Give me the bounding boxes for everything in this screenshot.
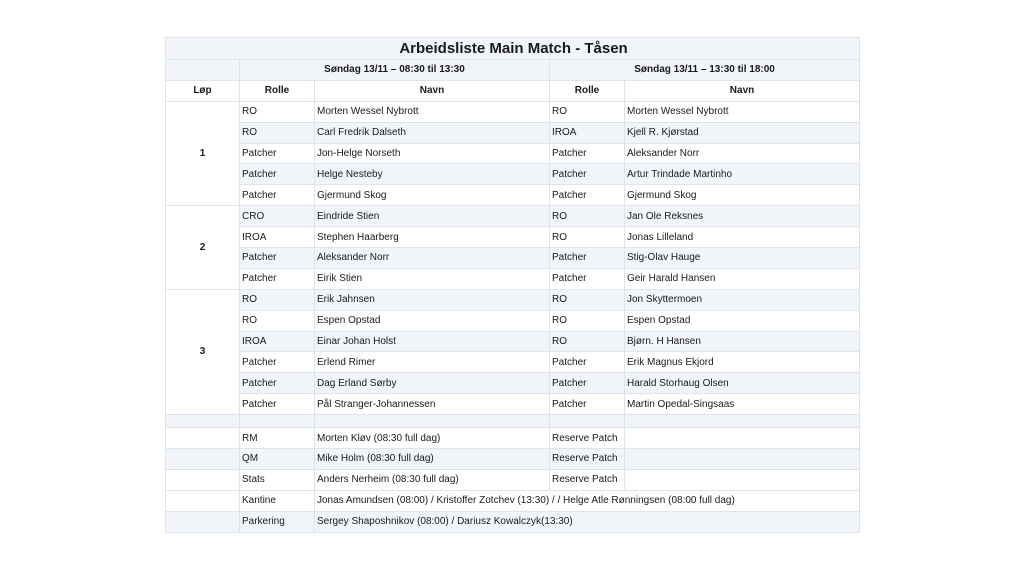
wide-role: Kantine xyxy=(240,490,315,511)
spacer-row xyxy=(166,415,860,428)
shift-1-name: Pål Stranger-Johannessen xyxy=(315,394,550,415)
blank-cell xyxy=(550,415,625,428)
navn-header-2: Navn xyxy=(625,80,860,101)
rolle-header-2: Rolle xyxy=(550,80,625,101)
shift-2-name: Gjermund Skog xyxy=(625,185,860,206)
wide-role: Parkering xyxy=(240,511,315,532)
extra-role: Stats xyxy=(240,469,315,490)
shift-2-role: RO xyxy=(550,206,625,227)
shift-1-name: Eirik Stien xyxy=(315,268,550,289)
shift-2-name: Artur Trindade Martinho xyxy=(625,164,860,185)
lap-row xyxy=(166,352,860,373)
lap-row xyxy=(166,164,860,185)
shift-2-name: Espen Opstad xyxy=(625,310,860,331)
shift-1-role: Patcher xyxy=(240,373,315,394)
shift-1-role: IROA xyxy=(240,331,315,352)
navn-header-1: Navn xyxy=(315,80,550,101)
lap-row xyxy=(166,268,860,289)
blank-cell xyxy=(166,511,240,532)
lop-header: Løp xyxy=(166,80,240,101)
blank-cell xyxy=(166,60,240,81)
lap-row xyxy=(166,394,860,415)
shift-1-role: IROA xyxy=(240,227,315,248)
shift-1-name: Stephen Haarberg xyxy=(315,227,550,248)
blank-cell xyxy=(166,449,240,470)
extra-name-2 xyxy=(625,469,860,490)
shift-2-name: Harald Storhaug Olsen xyxy=(625,373,860,394)
lap-row xyxy=(166,248,860,269)
blank-cell xyxy=(166,428,240,449)
blank-cell xyxy=(315,415,550,428)
lap-number: 3 xyxy=(166,289,240,414)
shift-2-name: Stig-Olav Hauge xyxy=(625,248,860,269)
shift-2-name: Martin Opedal-Singsaas xyxy=(625,394,860,415)
wide-text: Jonas Amundsen (08:00) / Kristoffer Zotchev (13:30) / / Helge Atle Rønningsen (08:00 full dag) xyxy=(315,490,860,511)
blank-cell xyxy=(166,415,240,428)
wide-row xyxy=(166,490,860,511)
shift-1-name: Carl Fredrik Dalseth xyxy=(315,122,550,143)
shift-1-name: Eindride Stien xyxy=(315,206,550,227)
lap-row xyxy=(166,310,860,331)
extra-role-2: Reserve Patch xyxy=(550,428,625,449)
rolle-header-1: Rolle xyxy=(240,80,315,101)
shift-1-name: Jon-Helge Norseth xyxy=(315,143,550,164)
shift-2-name: Aleksander Norr xyxy=(625,143,860,164)
shift-1-role: RO xyxy=(240,122,315,143)
shift-2-role: RO xyxy=(550,310,625,331)
lap-row xyxy=(166,289,860,310)
shift-2-role: Patcher xyxy=(550,394,625,415)
work-schedule-table xyxy=(165,37,860,533)
shift-2-role: Patcher xyxy=(550,185,625,206)
extra-role: RM xyxy=(240,428,315,449)
shift-2-role: Patcher xyxy=(550,164,625,185)
extra-role: QM xyxy=(240,449,315,470)
shift-2-name: Jonas Lilleland xyxy=(625,227,860,248)
extra-row xyxy=(166,428,860,449)
shift-1-role: Patcher xyxy=(240,248,315,269)
shift-1-role: Patcher xyxy=(240,185,315,206)
shift-2-name: Jon Skyttermoen xyxy=(625,289,860,310)
extra-role-2: Reserve Patch xyxy=(550,449,625,470)
blank-cell xyxy=(625,415,860,428)
shift-1-role: Patcher xyxy=(240,164,315,185)
blank-cell xyxy=(166,490,240,511)
extra-name: Mike Holm (08:30 full dag) xyxy=(315,449,550,470)
page-title: Arbeidsliste Main Match - Tåsen xyxy=(166,38,860,60)
shift-1-role: CRO xyxy=(240,206,315,227)
shift-1-name: Morten Wessel Nybrott xyxy=(315,101,550,122)
extra-name: Anders Nerheim (08:30 full dag) xyxy=(315,469,550,490)
shift-1-role: Patcher xyxy=(240,352,315,373)
wide-text: Sergey Shaposhnikov (08:00) / Dariusz Kowalczyk(13:30) xyxy=(315,511,860,532)
shift-1-role: Patcher xyxy=(240,143,315,164)
shift-2-name: Kjell R. Kjørstad xyxy=(625,122,860,143)
shift-2-role: Patcher xyxy=(550,352,625,373)
shift-2-name: Geir Harald Hansen xyxy=(625,268,860,289)
shift-2-name: Morten Wessel Nybrott xyxy=(625,101,860,122)
lap-row xyxy=(166,206,860,227)
extra-role-2: Reserve Patch xyxy=(550,469,625,490)
lap-row xyxy=(166,101,860,122)
shift-1-name: Aleksander Norr xyxy=(315,248,550,269)
shift-1-name: Erlend Rimer xyxy=(315,352,550,373)
shift-1-name: Einar Johan Holst xyxy=(315,331,550,352)
lap-number: 1 xyxy=(166,101,240,205)
shift-1-header: Søndag 13/11 – 08:30 til 13:30 xyxy=(240,60,550,81)
shift-1-role: RO xyxy=(240,101,315,122)
shift-2-role: RO xyxy=(550,101,625,122)
shift-1-name: Dag Erland Sørby xyxy=(315,373,550,394)
shift-1-name: Helge Nesteby xyxy=(315,164,550,185)
shift-1-role: RO xyxy=(240,289,315,310)
shift-2-name: Erik Magnus Ekjord xyxy=(625,352,860,373)
shift-2-name: Jan Ole Reksnes xyxy=(625,206,860,227)
shift-1-name: Espen Opstad xyxy=(315,310,550,331)
lap-row xyxy=(166,122,860,143)
shift-1-role: RO xyxy=(240,310,315,331)
shift-1-name: Gjermund Skog xyxy=(315,185,550,206)
lap-row xyxy=(166,331,860,352)
extra-row xyxy=(166,449,860,470)
shift-header-row xyxy=(166,60,860,81)
title-row xyxy=(166,38,860,60)
extra-name-2 xyxy=(625,449,860,470)
shift-2-role: Patcher xyxy=(550,248,625,269)
shift-1-role: Patcher xyxy=(240,268,315,289)
shift-1-name: Erik Jahnsen xyxy=(315,289,550,310)
lap-row xyxy=(166,143,860,164)
extra-row xyxy=(166,469,860,490)
shift-2-role: Patcher xyxy=(550,373,625,394)
shift-2-role: RO xyxy=(550,331,625,352)
shift-2-role: Patcher xyxy=(550,268,625,289)
column-header-row xyxy=(166,80,860,101)
shift-2-role: IROA xyxy=(550,122,625,143)
wide-row xyxy=(166,511,860,532)
lap-row xyxy=(166,227,860,248)
blank-cell xyxy=(166,469,240,490)
extra-name: Morten Kløv (08:30 full dag) xyxy=(315,428,550,449)
blank-cell xyxy=(240,415,315,428)
lap-number: 2 xyxy=(166,206,240,290)
shift-2-name: Bjørn. H Hansen xyxy=(625,331,860,352)
shift-2-role: RO xyxy=(550,289,625,310)
extra-name-2 xyxy=(625,428,860,449)
shift-2-role: RO xyxy=(550,227,625,248)
lap-row xyxy=(166,185,860,206)
shift-2-role: Patcher xyxy=(550,143,625,164)
shift-1-role: Patcher xyxy=(240,394,315,415)
shift-2-header: Søndag 13/11 – 13:30 til 18:00 xyxy=(550,60,860,81)
lap-row xyxy=(166,373,860,394)
